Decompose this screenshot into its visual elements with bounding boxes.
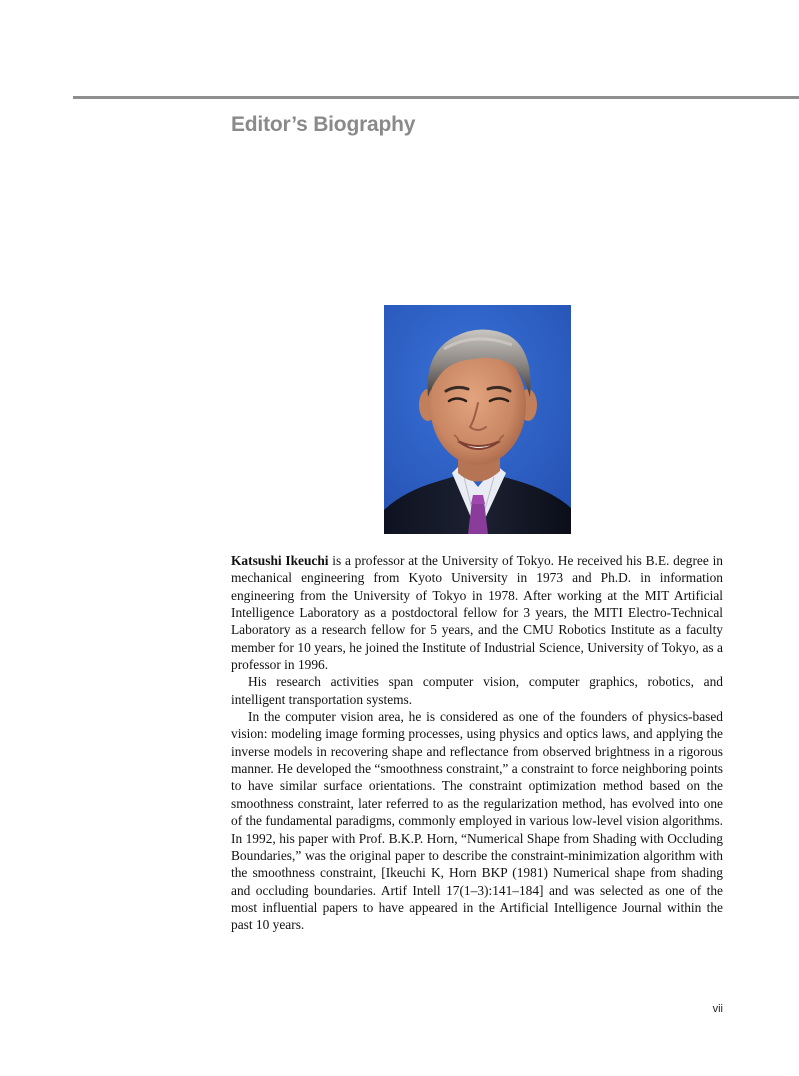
bio-paragraph-1 bbox=[231, 552, 723, 673]
bio-paragraph-1-text: is a professor at the University of Tokyo. He received his B.E. degree in mechanical engineering from Kyoto University in 1973 and Ph.D. in information engineering from the University of Tokyo in 1978. After working at the MIT Artificial Intelligence Laboratory as a postdoctoral fellow for 3 years, the MITI Electro-Technical Laboratory as a research fellow for 5 years, and the CMU Robotics Institute as a faculty member for 10 years, he joined the Institute of Industrial Science, University of Tokyo, as a professor in 1996. bbox=[231, 553, 723, 673]
portrait-photo bbox=[384, 305, 571, 534]
bio-paragraph-3: In the computer vision area, he is considered as one of the founders of physics-based vision: modeling image forming processes, using physics and optics laws, and applying the inverse models in recovering shape and reflectance from observed brightness in a rigorous manner. He developed the “smoothness constraint,” a constraint to force neighboring points to have similar surface orientations. The constraint optimization method based on the smoothness constraint, later referred to as the regularization method, has evolved into one of the fundamental paradigms, commonly employed in various low-level vision algorithms. In 1992, his paper with Prof. B.K.P. Horn, “Numerical Shape from Shading with Occluding Boundaries,” was the original paper to describe the constraint-minimization algorithm with the smoothness constraint, [Ikeuchi K, Horn BKP (1981) Numerical shape from shading and occluding boundaries. Artif Intell 17(1–3):141–184] and was selected as one of the most influential papers to have appeared in the Artificial Intelligence Journal within the past 10 years. bbox=[231, 709, 723, 933]
editor-name: Katsushi Ikeuchi bbox=[231, 553, 329, 568]
bio-paragraph-2: His research activities span computer vision, computer graphics, robotics, and intelligent transportation systems. bbox=[231, 674, 723, 707]
header-rule bbox=[73, 96, 799, 99]
biography-text bbox=[231, 552, 723, 934]
page-title: Editor’s Biography bbox=[231, 113, 416, 136]
page-number: vii bbox=[712, 1003, 723, 1015]
